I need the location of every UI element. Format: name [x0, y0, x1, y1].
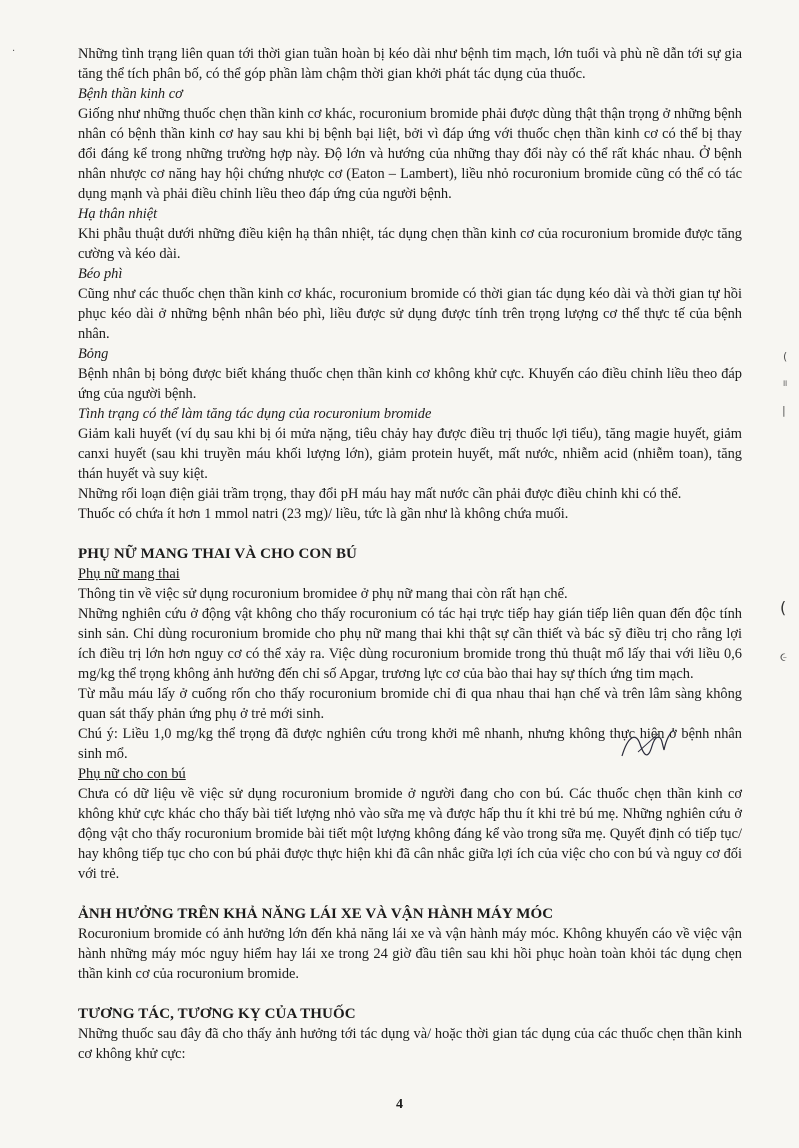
section-heading: PHỤ NỮ MANG THAI VÀ CHO CON BÚ: [78, 546, 357, 562]
paragraph: Bệnh nhân bị bỏng được biết kháng thuốc chẹn thần kinh cơ không khử cực. Khuyến cáo điều chỉnh liều theo đáp ứng của người bệnh.: [78, 366, 742, 402]
margin-mark: ॥: [782, 379, 788, 389]
underlined-subheading: Phụ nữ mang thai: [78, 566, 180, 582]
page-number: 4: [396, 1097, 403, 1112]
paragraph: Những rối loạn điện giải trầm trọng, thay đổi pH máu hay mất nước cần phải được điều chỉnh khi có thể.: [78, 486, 682, 502]
subheading: Bệnh thần kinh cơ: [78, 86, 183, 102]
margin-mark: (: [783, 350, 788, 363]
subheading: Tình trạng có thể làm tăng tác dụng của rocuronium bromide: [78, 406, 432, 422]
margin-mark: |: [782, 404, 786, 417]
paragraph: Những thuốc sau đây đã cho thấy ảnh hưởng tới tác dụng và/ hoặc thời gian tác dụng của các thuốc chẹn thần kinh cơ không khử cực:: [78, 1026, 742, 1062]
subheading: Béo phì: [78, 266, 123, 282]
section-heading: ẢNH HƯỞNG TRÊN KHẢ NĂNG LÁI XE VÀ VẬN HÀNH MÁY MÓC: [78, 906, 554, 922]
subheading: Hạ thân nhiệt: [78, 206, 158, 222]
paragraph: Thuốc có chứa ít hơn 1 mmol natri (23 mg)/ liều, tức là gần như là không chứa muối.: [78, 506, 569, 522]
paragraph: Khi phẫu thuật dưới những điều kiện hạ thân nhiệt, tác dụng chẹn thần kinh cơ của rocuronium bromide được tăng cường và kéo dài.: [78, 226, 742, 262]
margin-mark: ૯: [780, 650, 788, 664]
margin-mark: ·: [12, 46, 16, 57]
paragraph: Thông tin về việc sử dụng rocuronium bromidee ở phụ nữ mang thai còn rất hạn chế.: [78, 586, 568, 602]
subheading: Bỏng: [78, 346, 109, 362]
signature-icon: [618, 726, 678, 766]
paragraph: Những nghiên cứu ở động vật không cho thấy rocuronium có tác hại trực tiếp hay gián tiếp liên quan đến độc tính sinh sản. Chỉ dùng rocuronium bromide cho phụ nữ mang thai khi thật sự cần thiết và bác sỹ điều trị cho rằng lợi ích điều trị lớn hơn nguy cơ có thể xảy ra. Việc dùng rocuronium bromide trong thủ thuật mổ lấy thai với liều 0,6 mg/kg thể trọng không ảnh hưởng đến chỉ số Apgar, trương lực cơ của bào thai hay sự thích ứng tim mạch.: [78, 606, 742, 682]
paragraph: Chú ý: Liều 1,0 mg/kg thể trọng đã được nghiên cứu trong khởi mê nhanh, nhưng không thực hiện ở bệnh nhân sinh mổ.: [78, 726, 742, 762]
paragraph: Rocuronium bromide có ảnh hưởng lớn đến khả năng lái xe và vận hành máy móc. Không khuyến cáo về việc vận hành những máy móc nguy hiểm hay lái xe trong 24 giờ đầu tiên sau khi hồi phục hoàn toàn khỏi tác dụng chẹn thần kinh cơ của rocuronium bromide.: [78, 926, 742, 982]
paragraph: Giảm kali huyết (ví dụ sau khi bị ói mửa nặng, tiêu chảy hay được điều trị thuốc lợi tiểu), tăng magie huyết, giảm canxi huyết (sau khi truyền máu khối lượng lớn), giảm protein huyết, mất nước, nhiễm acid (nhiễm toan), tăng thán huyết và suy kiệt.: [78, 426, 742, 482]
document-body: [78, 44, 742, 1064]
paragraph: Những tình trạng liên quan tới thời gian tuần hoàn bị kéo dài như bệnh tim mạch, lớn tuổi và phù nề dẫn tới sự gia tăng thể tích phân bố, có thể góp phần làm chậm thời gian khởi phát tác dụng của thuốc.: [78, 46, 742, 82]
paragraph: Chưa có dữ liệu về việc sử dụng rocuronium bromide ở người đang cho con bú. Các thuốc chẹn thần kinh cơ không khử cực khác cho thấy bài tiết lượng nhỏ vào sữa mẹ và được hấp thu ít khi trẻ bú mẹ. Những nghiên cứu ở động vật cho thấy rocuronium bromide bài tiết một lượng không đáng kể vào trong sữa mẹ. Quyết định có tiếp tục/ hay không tiếp tục cho con bú phải được thực hiện khi đã cân nhắc giữa lợi ích của việc cho con bú và nguy cơ đối với trẻ.: [78, 786, 742, 882]
section-heading: TƯƠNG TÁC, TƯƠNG KỴ CỦA THUỐC: [78, 1006, 356, 1022]
margin-mark: (: [780, 598, 787, 617]
underlined-subheading: Phụ nữ cho con bú: [78, 766, 186, 782]
paragraph: Cũng như các thuốc chẹn thần kinh cơ khác, rocuronium bromide có thời gian tác dụng kéo dài và thời gian tự hồi phục kéo dài ở những bệnh nhân béo phì, liều được sử dụng được tính trên trọng lượng cơ thể thực tế của bệnh nhân.: [78, 286, 742, 342]
paragraph: Giống như những thuốc chẹn thần kinh cơ khác, rocuronium bromide phải được dùng thật thận trọng ở những bệnh nhân có bệnh thần kinh cơ hay sau khi bị bệnh bại liệt, bởi vì đáp ứng với thuốc chẹn thần kinh cơ có thể bị thay đổi đáng kể trong những trường hợp này. Độ lớn và hướng của những thay đổi này có thể rất khác nhau. Ở bệnh nhân nhược cơ năng hay hội chứng nhược cơ (Eaton – Lambert), liều nhỏ rocuronium bromide cũng có thể có tác dụng mạnh và phải điều chỉnh liều theo đáp ứng của người bệnh.: [78, 106, 742, 202]
paragraph: Từ mẫu máu lấy ở cuống rốn cho thấy rocuronium bromide chỉ đi qua nhau thai hạn chế và trên lâm sàng không quan sát thấy phản ứng phụ ở trẻ mới sinh.: [78, 686, 742, 722]
